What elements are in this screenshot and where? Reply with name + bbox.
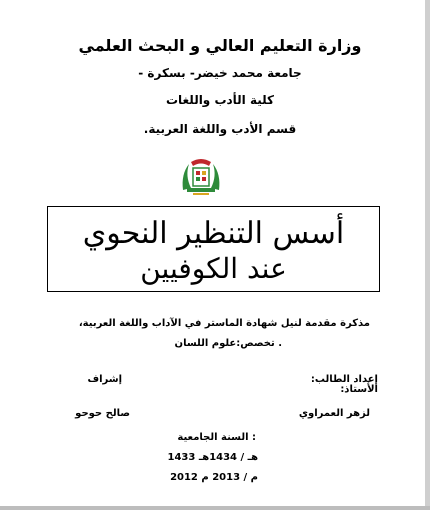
department-name: قسم الأدب واللغة العربية.	[143, 122, 297, 136]
right-page-edge	[425, 0, 430, 510]
ministry-heading: وزارة التعليم العالي و البحث العلمي	[78, 36, 362, 55]
hijri-year: هـ / 1434هـ 1433	[167, 452, 258, 463]
supervision-label: إشراف	[87, 374, 122, 385]
university-name: جامعة محمد خيضر- بسكرة -	[138, 66, 302, 80]
thesis-title-line2: عند الكوفيين	[140, 252, 287, 285]
thesis-title-box	[47, 206, 380, 292]
specialization: . تخصص:علوم اللسان	[174, 338, 282, 349]
academic-year-label: : السنة الجامعية	[177, 432, 256, 443]
gregorian-year: م / 2013 م 2012	[170, 472, 258, 483]
professor-label: الأستاذ:	[340, 384, 378, 395]
prepared-by-label: إعداد الطالب:	[310, 374, 378, 385]
bottom-page-edge	[0, 506, 430, 510]
memo-description: مذكرة مقدمة لنيل شهادة الماستر في الآداب واللغة العربية،	[78, 318, 370, 329]
university-logo-icon	[179, 156, 223, 196]
faculty-name: كلية الأدب واللغات	[165, 93, 275, 107]
thesis-title-line1: أسس التنظير النحوي	[82, 216, 345, 251]
supervisor-name: صالح حوحو	[75, 408, 130, 419]
student-name: لزهر العمراوي	[298, 408, 370, 419]
